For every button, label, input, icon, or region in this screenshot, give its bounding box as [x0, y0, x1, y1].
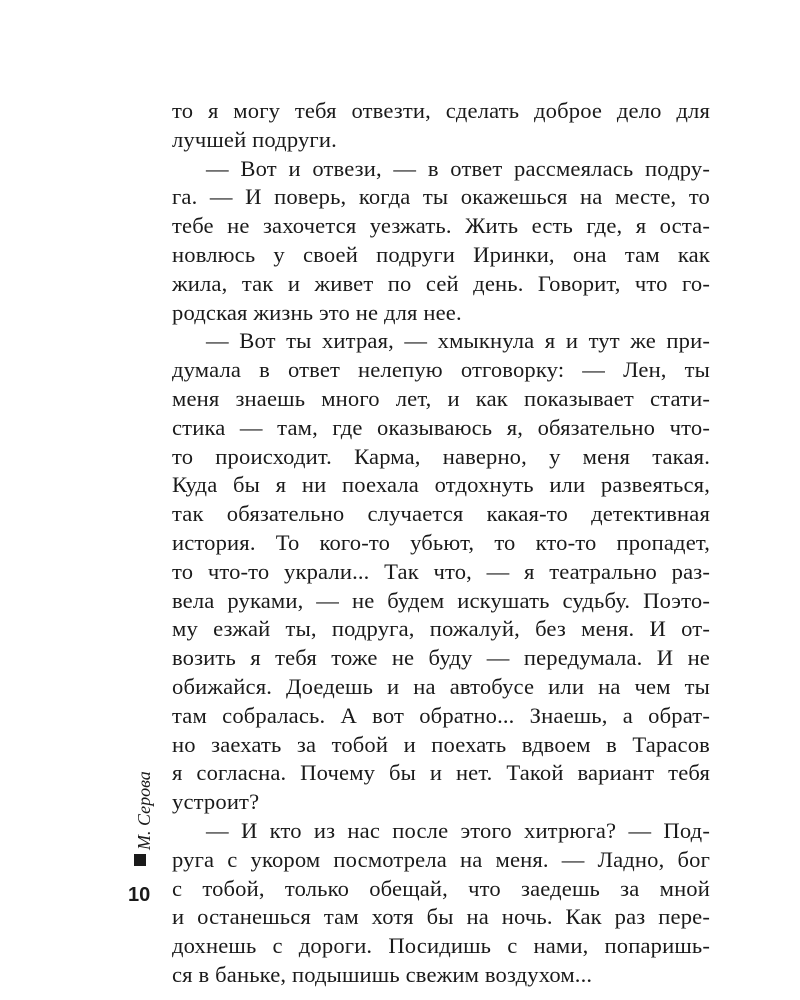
text-line: история. То кого-то убьют, то кто-то пропадет,: [172, 529, 710, 555]
text-line: — Вот ты хитрая, — хмыкнула я и тут же при-: [206, 328, 710, 354]
text-line: так обязательно случается какая-то детективная: [172, 501, 710, 527]
text-line: му езжай ты, подруга, пожалуй, без меня. И от-: [172, 616, 710, 642]
running-head-author: М. Серова: [134, 771, 154, 850]
running-head: [131, 771, 154, 870]
text-line: — Вот и отвези, — в ответ рассмеялась подру-: [206, 155, 710, 181]
text-line: то я могу тебя отвезти, сделать доброе дело для: [172, 98, 710, 123]
text-line: то происходит. Карма, наверно, у меня такая.: [172, 443, 710, 469]
text-line: родская жизнь это не для нее.: [172, 299, 462, 325]
text-line: то что-то украли... Так что, — я театрально раз-: [172, 558, 710, 584]
text-line: обижайся. Доедешь и на автобусе или на чем ты: [172, 673, 710, 699]
page-body-text: [172, 97, 710, 990]
text-line: вела руками, — не будем искушать судьбу. Поэто-: [172, 587, 710, 613]
text-line: стика — там, где оказываюсь я, обязательно что-: [172, 414, 710, 440]
text-line: с тобой, только обещай, что заедешь за мной: [172, 875, 710, 901]
text-line: Куда бы я ни поехала отдохнуть или развеяться,: [172, 472, 710, 498]
text-line: я согласна. Почему бы и нет. Такой вариант тебя: [172, 760, 710, 786]
text-line: жила, так и живет по сей день. Говорит, что го-: [172, 270, 710, 296]
text-line: и останешься там хотя бы на ночь. Как раз пере-: [172, 904, 710, 930]
text-line: меня знаешь много лет, и как показывает стати-: [172, 385, 710, 411]
text-line: возить я тебя тоже не буду — передумала. И не: [172, 645, 710, 671]
text-line: руга с укором посмотрела на меня. — Ладно, бог: [172, 846, 710, 872]
text-line: думала в ответ нелепую отговорку: — Лен, ты: [172, 357, 710, 383]
running-head-marker: [134, 854, 146, 866]
text-line: лучшей подруги.: [172, 126, 337, 152]
text-line: — И кто из нас после этого хитрюга? — Под-: [206, 817, 710, 843]
text-line: там собралась. А вот обратно... Знаешь, а обрат-: [172, 702, 710, 728]
page-number: 10: [128, 884, 151, 906]
text-line: устроит?: [172, 789, 260, 815]
text-line: новлюсь у своей подруги Иринки, она там как: [172, 241, 710, 267]
text-line: дохнешь с дороги. Посидишь с нами, попаришь-: [172, 933, 710, 959]
text-line: ся в баньке, подышишь свежим воздухом...: [172, 961, 593, 987]
text-line: но заехать за тобой и поехать вдвоем в Тарасов: [172, 731, 710, 757]
text-line: тебе не захочется уезжать. Жить есть где, я оста-: [172, 213, 710, 239]
text-line: га. — И поверь, когда ты окажешься на месте, то: [172, 184, 710, 210]
